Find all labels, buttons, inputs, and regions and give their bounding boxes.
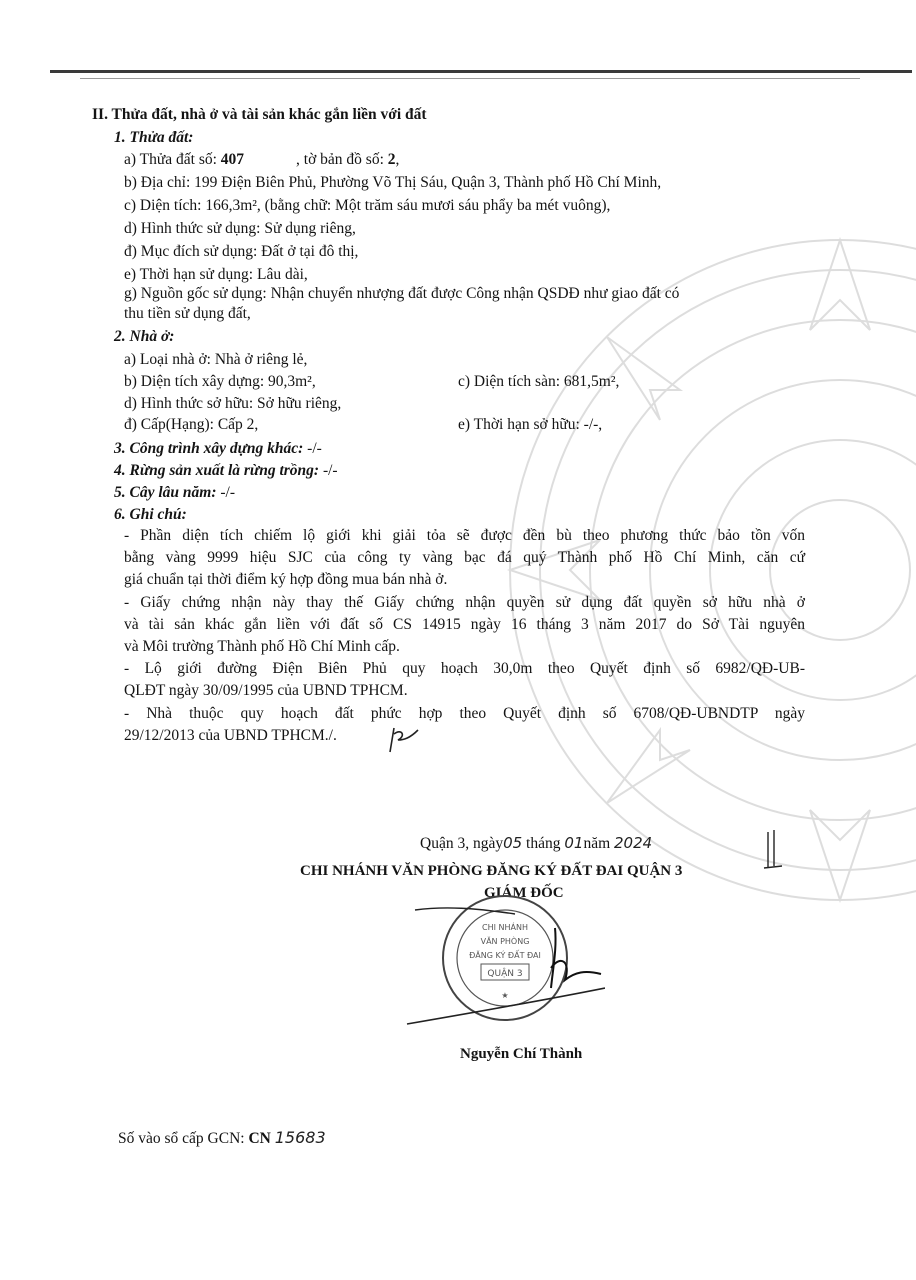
note-4-line2: 29/12/2013 của UBND TPHCM./. (124, 727, 337, 744)
top-border-thin-line (80, 78, 860, 79)
issue-month: 01 (564, 834, 584, 852)
land-address: b) Địa chỉ: 199 Điện Biên Phủ, Phường Võ Thị Sáu, Quận 3, Thành phố Hồ Chí Minh, (124, 174, 662, 191)
issue-year: 2024 (614, 834, 653, 852)
margin-initials (762, 828, 786, 876)
house-ownership-term: e) Thời hạn sở hữu: -/-, (458, 416, 603, 433)
svg-text:ĐĂNG KÝ ĐẤT ĐAI: ĐĂNG KÝ ĐẤT ĐAI (469, 951, 541, 960)
map-sheet-number: 2 (387, 151, 396, 168)
note-1-line1: - Phần diện tích chiếm lộ giới khi giải tỏa sẽ được đền bù theo phương thức bảo tồn vốn (124, 527, 805, 544)
top-border-line (50, 70, 912, 73)
other-construction-line: 3. Công trình xây dựng khác: -/- (114, 440, 322, 457)
signer-name: Nguyễn Chí Thành (460, 1046, 583, 1062)
land-plot-number-line: a) Thửa đất số: 407 , tờ bản đồ số: 2, (124, 151, 400, 168)
notes-heading: 6. Ghi chú: (114, 506, 187, 523)
registry-prefix: CN (248, 1130, 271, 1147)
house-floor-area: c) Diện tích sàn: 681,5m², (458, 373, 620, 390)
map-sheet-label: , tờ bản đồ số: (296, 151, 388, 168)
land-plot-number-label: a) Thửa đất số: (124, 151, 221, 168)
note-1-line2: bằng vàng 9999 hiệu SJC của công ty vàng bạc đá quý Thành phố Hồ Chí Minh, căn cứ (124, 549, 805, 566)
house-building-area: b) Diện tích xây dựng: 90,3m², (124, 373, 316, 390)
land-use-origin-line1: g) Nguồn gốc sử dụng: Nhận chuyển nhượng đất được Công nhận QSDĐ như giao đất có (124, 285, 680, 302)
svg-text:★: ★ (501, 991, 509, 1000)
production-forest-value: -/- (319, 462, 338, 479)
section-title: II. Thửa đất, nhà ở và tài sản khác gắn liền với đất (92, 106, 427, 123)
note-3-line2: QLĐT ngày 30/09/1995 của UBND TPHCM. (124, 682, 408, 699)
land-use-term: e) Thời hạn sử dụng: Lâu dài, (124, 266, 308, 283)
production-forest-line: 4. Rừng sản xuất là rừng trồng: -/- (114, 462, 338, 479)
svg-text:CHI NHÁNH: CHI NHÁNH (482, 923, 528, 932)
registry-number: 15683 (274, 1128, 326, 1147)
registry-number-line (118, 1128, 326, 1149)
land-plot-heading: 1. Thửa đất: (114, 129, 194, 146)
house-ownership-form: d) Hình thức sở hữu: Sở hữu riêng, (124, 395, 342, 412)
issue-day: 05 (503, 834, 523, 852)
land-use-purpose: đ) Mục đích sử dụng: Đất ở tại đô thị, (124, 243, 359, 260)
registry-number-label: Số vào sổ cấp GCN: (118, 1130, 249, 1147)
initials-mark (384, 722, 424, 756)
issuing-office: CHI NHÁNH VĂN PHÒNG ĐĂNG KÝ ĐẤT ĐAI QUẬN 3 (300, 863, 683, 879)
land-use-form: d) Hình thức sử dụng: Sử dụng riêng, (124, 220, 356, 237)
house-type: a) Loại nhà ở: Nhà ở riêng lẻ, (124, 351, 308, 368)
note-2-line1: - Giấy chứng nhận này thay thế Giấy chứng nhận quyền sử dụng đất quyền sở hữu nhà ở (124, 594, 805, 611)
land-plot-number: 407 (220, 151, 245, 168)
note-4-line1: - Nhà thuộc quy hoạch đất phức hợp theo Quyết định số 6708/QĐ-UBNDTP ngày (124, 705, 805, 722)
other-construction-value: -/- (303, 440, 322, 457)
note-1-line3: giá chuẩn tại thời điểm ký hợp đồng mua bán nhà ở. (124, 571, 448, 588)
svg-text:QUẬN 3: QUẬN 3 (487, 969, 523, 979)
issue-date-line: Quận 3, ngày05 tháng 01năm 2024 (420, 834, 653, 852)
house-grade: đ) Cấp(Hạng): Cấp 2, (124, 416, 259, 433)
house-heading: 2. Nhà ở: (114, 328, 175, 345)
note-2-line3: và Môi trường Thành phố Hồ Chí Minh cấp. (124, 638, 400, 655)
note-3-line1: - Lộ giới đường Điện Biên Phủ quy hoạch 30,0m theo Quyết định số 6982/QĐ-UB- (124, 660, 805, 677)
perennial-trees-line: 5. Cây lâu năm: -/- (114, 484, 235, 501)
signer-role: GIÁM ĐỐC (484, 885, 564, 901)
land-area: c) Diện tích: 166,3m², (bằng chữ: Một trăm sáu mươi sáu phẩy ba mét vuông), (124, 197, 611, 214)
land-use-origin-line2: thu tiền sử dụng đất, (124, 305, 251, 322)
perennial-trees-value: -/- (216, 484, 235, 501)
official-stamp (405, 888, 605, 1038)
note-2-line2: và tài sản khác gắn liền với đất số CS 14915 ngày 16 tháng 3 năm 2017 do Sở Tài nguyên (124, 616, 805, 633)
svg-text:VĂN PHÒNG: VĂN PHÒNG (480, 937, 530, 946)
